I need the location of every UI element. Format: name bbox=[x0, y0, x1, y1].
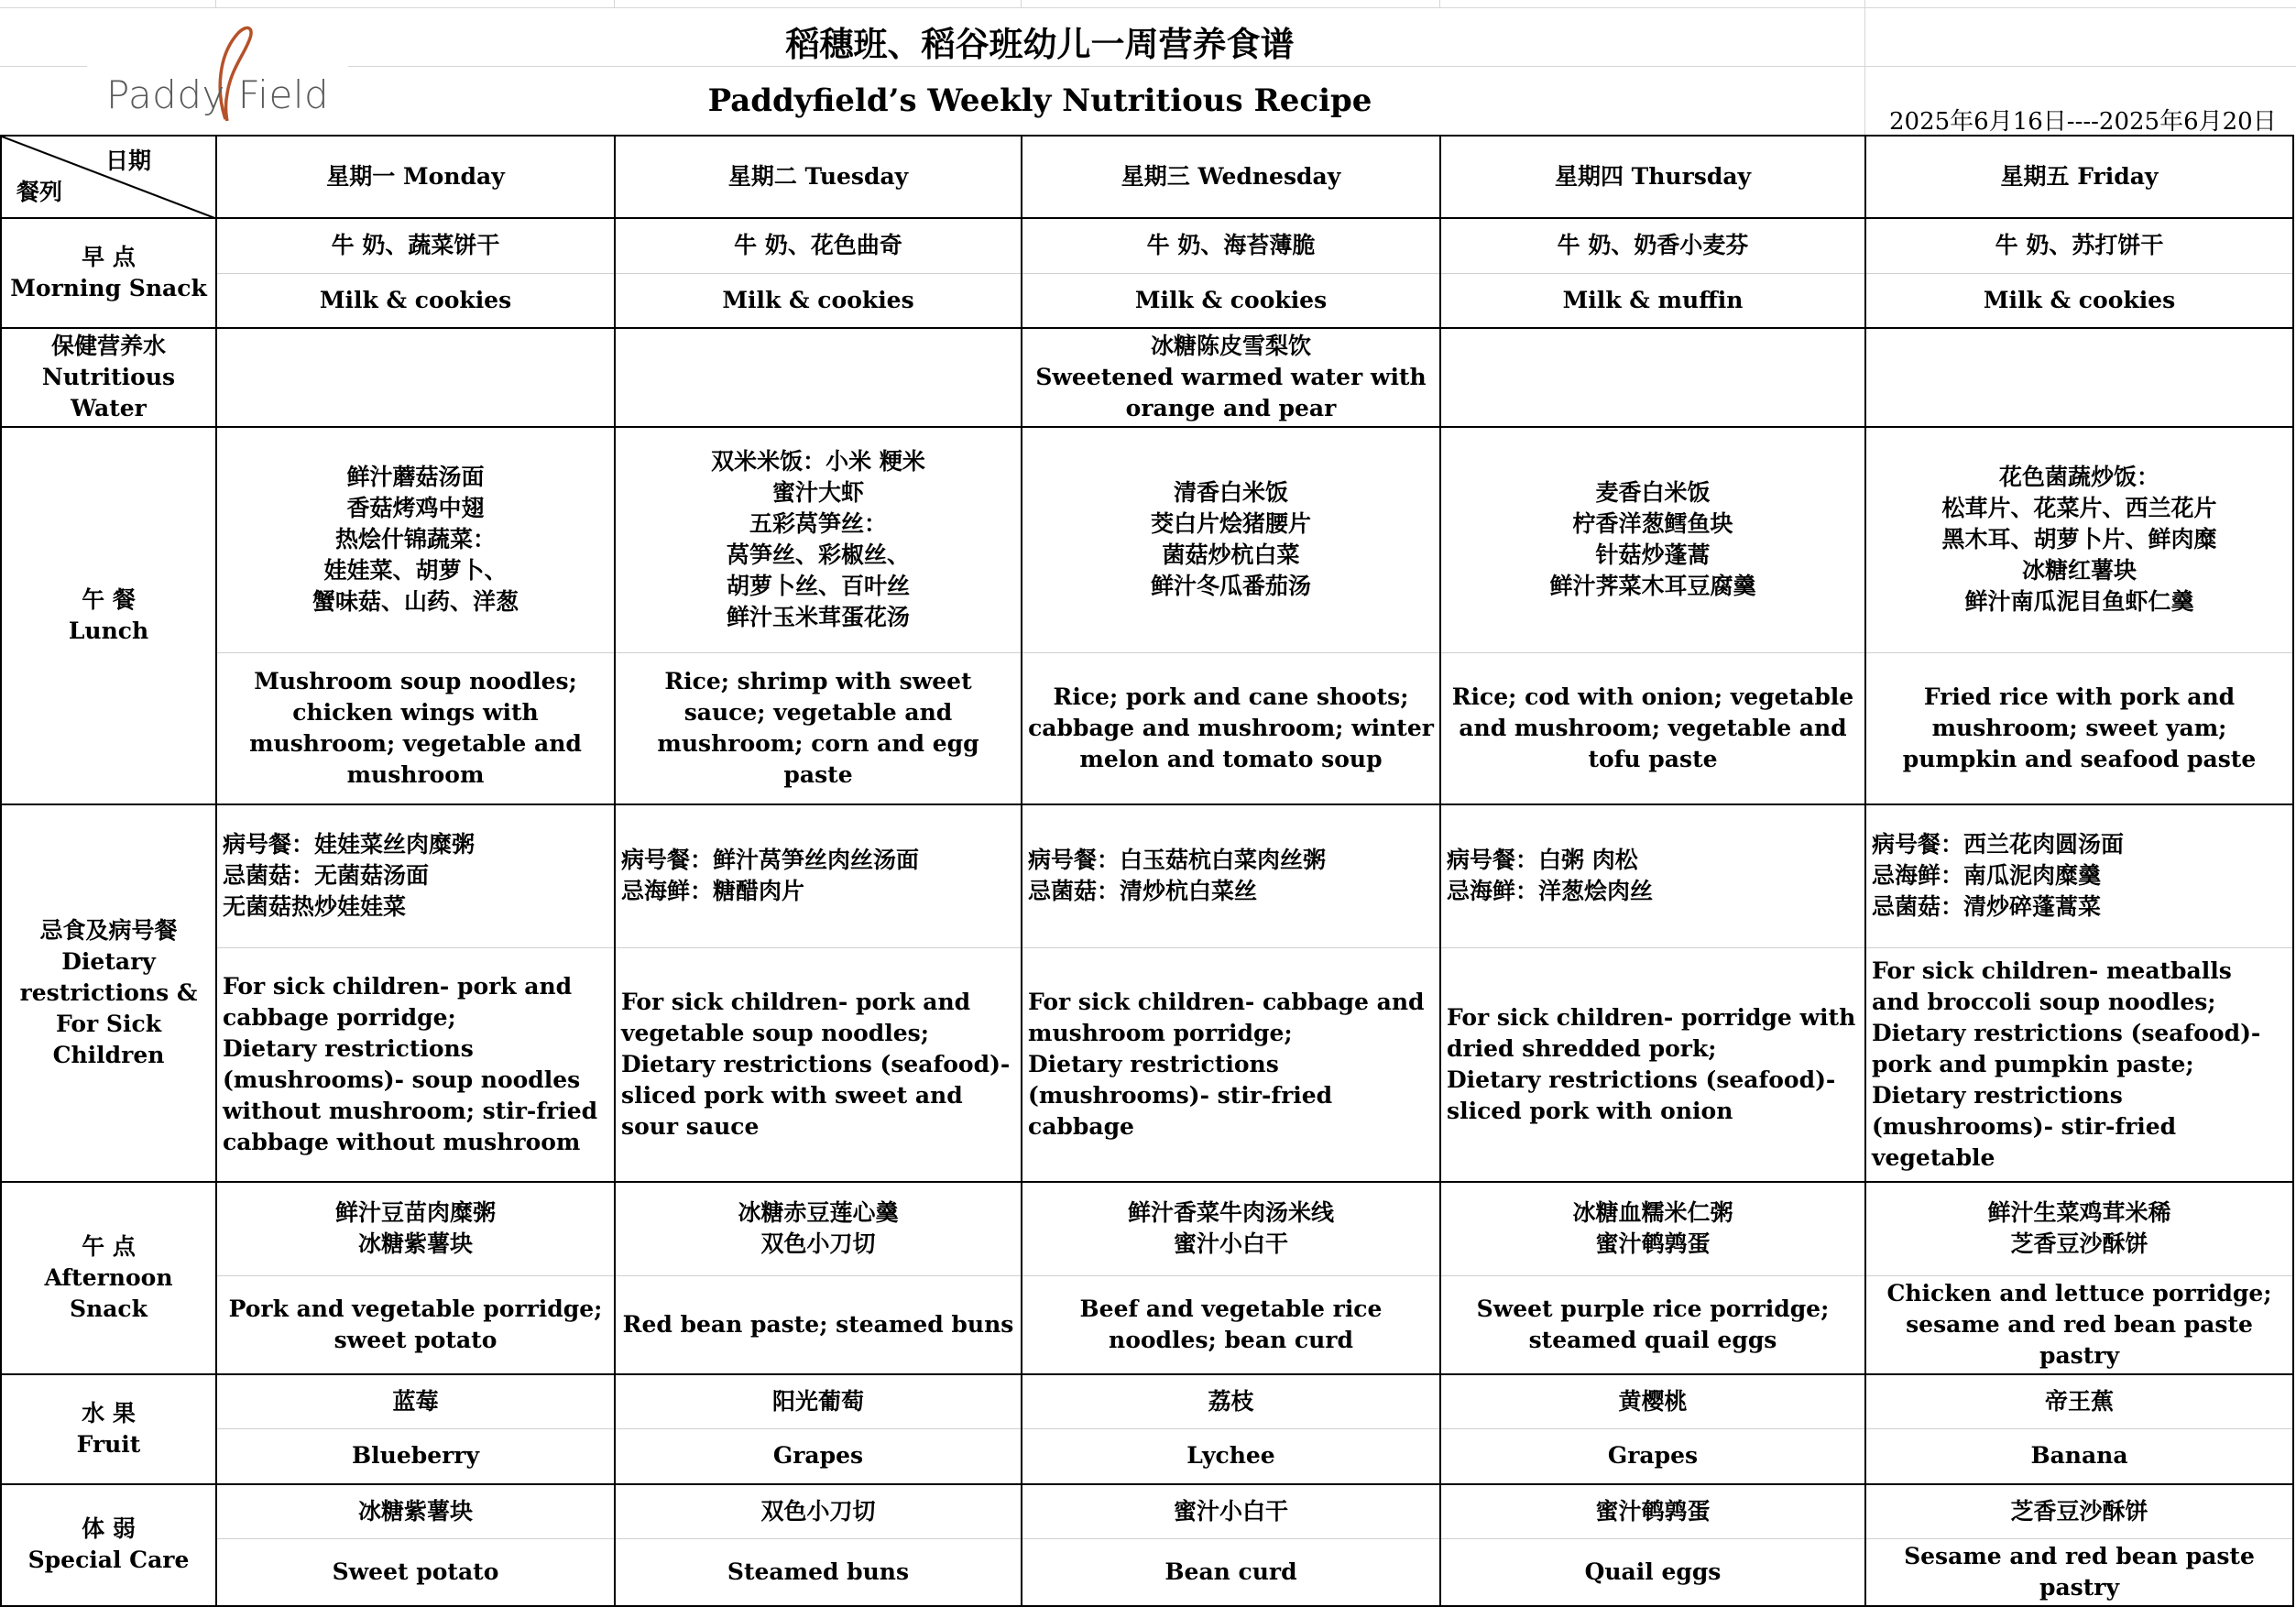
corner-cell bbox=[1, 136, 216, 218]
header-divider bbox=[348, 66, 1865, 67]
menu-cell-cn: 冰糖赤豆莲心羹 双色小刀切 bbox=[615, 1182, 1022, 1275]
page-header bbox=[0, 0, 2296, 135]
menu-cell-cn: 冰糖紫薯块 bbox=[216, 1484, 615, 1539]
menu-cell-cn: 冰糖血糯米仁粥 蜜汁鹌鹑蛋 bbox=[1440, 1182, 1865, 1275]
day-header: 星期五 Friday bbox=[1865, 136, 2293, 218]
table-row bbox=[1, 273, 2293, 328]
menu-cell-cn: 芝香豆沙酥饼 bbox=[1865, 1484, 2293, 1539]
menu-cell-cn: 牛 奶、蔬菜饼干 bbox=[216, 218, 615, 273]
menu-cell-cn: 鲜汁香菜牛肉汤米线 蜜汁小白干 bbox=[1022, 1182, 1440, 1275]
menu-cell-en: Rice; pork and cane shoots; cabbage and mushroom; winter melon and tomato soup bbox=[1022, 652, 1440, 804]
menu-cell-en: Mushroom soup noodles; chicken wings with mushroom; vegetable and mushroom bbox=[216, 652, 615, 804]
table-row bbox=[1, 328, 2293, 427]
row-label-en: Morning Snack bbox=[10, 275, 207, 301]
menu-cell-cn: 鲜汁豆苗肉糜粥 冰糖紫薯块 bbox=[216, 1182, 615, 1275]
row-label-lunch bbox=[1, 427, 216, 804]
table-row bbox=[1, 427, 2293, 652]
menu-cell-cn: 病号餐：白玉菇杭白菜肉丝粥 忌菌菇：清炒杭白菜丝 bbox=[1022, 804, 1440, 947]
row-label-en: Special Care bbox=[27, 1547, 190, 1574]
menu-cell-en: Quail eggs bbox=[1440, 1539, 1865, 1607]
menu-cell-en: Bean curd bbox=[1022, 1539, 1440, 1607]
table-row bbox=[1, 947, 2293, 1182]
row-label-cn: 午 餐 bbox=[82, 586, 136, 613]
day-header: 星期一 Monday bbox=[216, 136, 615, 218]
menu-cell bbox=[1865, 328, 2293, 427]
row-label-fruit bbox=[1, 1374, 216, 1484]
day-header: 星期四 Thursday bbox=[1440, 136, 1865, 218]
menu-cell-cn: 帝王蕉 bbox=[1865, 1374, 2293, 1429]
menu-cell-en: Milk & cookies bbox=[1022, 273, 1440, 328]
menu-cell-cn: 荔枝 bbox=[1022, 1374, 1440, 1429]
menu-cell-en: For sick children- cabbage and mushroom porridge; Dietary restrictions (mushrooms)- stir-fried cabbage bbox=[1022, 947, 1440, 1182]
menu-cell-en: Rice; shrimp with sweet sauce; vegetable and mushroom; corn and egg paste bbox=[615, 652, 1022, 804]
row-label-cn: 体 弱 bbox=[82, 1515, 136, 1543]
row-label-afternoon-snack bbox=[1, 1182, 216, 1374]
row-label-cn: 忌食及病号餐 bbox=[39, 917, 178, 944]
menu-cell-en: For sick children- porridge with dried shredded pork; Dietary restrictions (seafood)- sliced pork with onion bbox=[1440, 947, 1865, 1182]
page-title-en: Paddyfield’s Weekly Nutritious Recipe bbox=[707, 82, 1372, 119]
menu-cell-en: For sick children- pork and cabbage porridge; Dietary restrictions (mushrooms)- soup noodles without mushroom; stir-fried cabbage without mushroom bbox=[216, 947, 615, 1182]
menu-cell-en: Blueberry bbox=[216, 1429, 615, 1484]
menu-cell-en: Sweet purple rice porridge; steamed quail eggs bbox=[1440, 1275, 1865, 1374]
row-label-special-care bbox=[1, 1484, 216, 1607]
menu-cell-en: Red bean paste; steamed buns bbox=[615, 1275, 1022, 1374]
row-label-cn: 水 果 bbox=[82, 1399, 136, 1427]
menu-cell bbox=[1440, 328, 1865, 427]
menu-cell-cn: 双米米饭：小米 粳米 蜜汁大虾 五彩莴笋丝： 莴笋丝、彩椒丝、 胡萝卜丝、百叶丝 鲜汁玉米茸蛋花汤 bbox=[615, 427, 1022, 652]
day-header: 星期三 Wednesday bbox=[1022, 136, 1440, 218]
menu-cell-en: For sick children- meatballs and broccoli soup noodles; Dietary restrictions (seafood)- pork and pumpkin paste; Dietary restrictions (mushrooms)- stir-fried vegetable bbox=[1865, 947, 2293, 1182]
table-row bbox=[1, 652, 2293, 804]
menu-cell-en: Milk & cookies bbox=[216, 273, 615, 328]
row-label-en: Nutritious Water bbox=[41, 364, 176, 421]
weekly-menu-table bbox=[0, 135, 2294, 1607]
menu-cell: 冰糖陈皮雪梨饮 Sweetened warmed water with orange and pear bbox=[1022, 328, 1440, 427]
table-row bbox=[1, 1429, 2293, 1484]
table-row bbox=[1, 1182, 2293, 1275]
menu-cell-en: Milk & cookies bbox=[1865, 273, 2293, 328]
menu-cell bbox=[615, 328, 1022, 427]
menu-cell-cn: 病号餐：鲜汁莴笋丝肉丝汤面 忌海鲜：糖醋肉片 bbox=[615, 804, 1022, 947]
table-row bbox=[1, 1374, 2293, 1429]
row-label-cn: 午 点 bbox=[82, 1232, 136, 1260]
menu-cell-en: Grapes bbox=[615, 1429, 1022, 1484]
menu-cell-cn: 牛 奶、花色曲奇 bbox=[615, 218, 1022, 273]
menu-cell-cn: 麦香白米饭 柠香洋葱鳕鱼块 针菇炒蓬蒿 鲜汁荠菜木耳豆腐羹 bbox=[1440, 427, 1865, 652]
menu-cell-cn: 蓝莓 bbox=[216, 1374, 615, 1429]
menu-cell-cn: 鲜汁生菜鸡茸米稀 芝香豆沙酥饼 bbox=[1865, 1182, 2293, 1275]
menu-cell-en: For sick children- pork and vegetable soup noodles; Dietary restrictions (seafood)- sliced pork with sweet and sour sauce bbox=[615, 947, 1022, 1182]
table-header-row bbox=[1, 136, 2293, 218]
menu-cell-cn: 牛 奶、海苔薄脆 bbox=[1022, 218, 1440, 273]
row-label-en: Afternoon Snack bbox=[44, 1263, 173, 1322]
row-label-en: Dietary restrictions & For Sick Children bbox=[19, 948, 198, 1068]
menu-cell-en: Rice; cod with onion; vegetable and mushroom; vegetable and tofu paste bbox=[1440, 652, 1865, 804]
menu-cell-en: Milk & muffin bbox=[1440, 273, 1865, 328]
menu-cell-cn: 病号餐：娃娃菜丝肉糜粥 忌菌菇：无菌菇汤面 无菌菇热炒娃娃菜 bbox=[216, 804, 615, 947]
menu-cell-cn: 蜜汁小白干 bbox=[1022, 1484, 1440, 1539]
row-label-dietary bbox=[1, 804, 216, 1182]
row-label-nutritious-water bbox=[1, 328, 216, 427]
menu-cell-en: Grapes bbox=[1440, 1429, 1865, 1484]
date-range: 2025年6月16日----2025年6月20日 bbox=[1889, 108, 2277, 136]
table-row bbox=[1, 1484, 2293, 1539]
menu-cell-en: Chicken and lettuce porridge; sesame and red bean paste pastry bbox=[1865, 1275, 2293, 1374]
corner-date-label: 日期 bbox=[104, 148, 151, 174]
menu-cell-cn: 清香白米饭 茭白片烩猪腰片 菌菇炒杭白菜 鲜汁冬瓜番茄汤 bbox=[1022, 427, 1440, 652]
day-header: 星期二 Tuesday bbox=[615, 136, 1022, 218]
menu-cell-cn: 黄樱桃 bbox=[1440, 1374, 1865, 1429]
menu-cell-en: Pork and vegetable porridge; sweet potato bbox=[216, 1275, 615, 1374]
menu-cell bbox=[216, 328, 615, 427]
header-divider bbox=[0, 66, 87, 67]
menu-cell-en: Sesame and red bean paste pastry bbox=[1865, 1539, 2293, 1607]
table-row bbox=[1, 1539, 2293, 1607]
header-divider bbox=[1865, 66, 2296, 67]
menu-cell-en: Fried rice with pork and mushroom; sweet yam; pumpkin and seafood paste bbox=[1865, 652, 2293, 804]
menu-cell-en: Steamed buns bbox=[615, 1539, 1022, 1607]
logo-text: Paddy Field bbox=[106, 72, 330, 117]
page-title-cn: 稻穗班、稻谷班幼儿一周营养食谱 bbox=[785, 24, 1295, 64]
corner-meal-label: 餐列 bbox=[16, 179, 63, 205]
row-label-en: Fruit bbox=[76, 1430, 141, 1458]
menu-cell-en: Banana bbox=[1865, 1429, 2293, 1484]
menu-cell-cn: 双色小刀切 bbox=[615, 1484, 1022, 1539]
row-label-morning-snack bbox=[1, 218, 216, 328]
menu-cell-cn: 花色菌蔬炒饭： 松茸片、花菜片、西兰花片 黑木耳、胡萝卜片、鲜肉糜 冰糖红薯块 鲜汁南瓜泥目鱼虾仁羹 bbox=[1865, 427, 2293, 652]
menu-cell-en: Sweet potato bbox=[216, 1539, 615, 1607]
row-label-en: Lunch bbox=[68, 618, 149, 644]
menu-cell-en: Milk & cookies bbox=[615, 273, 1022, 328]
row-label-cn: 保健营养水 bbox=[50, 333, 166, 359]
menu-cell-cn: 鲜汁蘑菇汤面 香菇烤鸡中翅 热烩什锦蔬菜： 娃娃菜、胡萝卜、 蟹味菇、山药、洋葱 bbox=[216, 427, 615, 652]
menu-cell-cn: 牛 奶、奶香小麦芬 bbox=[1440, 218, 1865, 273]
table-row bbox=[1, 218, 2293, 273]
row-label-cn: 早 点 bbox=[82, 244, 136, 270]
menu-cell-cn: 病号餐：西兰花肉圆汤面 忌海鲜：南瓜泥肉糜羹 忌菌菇：清炒碎蓬蒿菜 bbox=[1865, 804, 2293, 947]
menu-cell-cn: 牛 奶、苏打饼干 bbox=[1865, 218, 2293, 273]
table-row bbox=[1, 804, 2293, 947]
table-row bbox=[1, 1275, 2293, 1374]
menu-cell-cn: 病号餐：白粥 肉松 忌海鲜：洋葱烩肉丝 bbox=[1440, 804, 1865, 947]
menu-cell-en: Beef and vegetable rice noodles; bean curd bbox=[1022, 1275, 1440, 1374]
menu-cell-en: Lychee bbox=[1022, 1429, 1440, 1484]
menu-cell-cn: 蜜汁鹌鹑蛋 bbox=[1440, 1484, 1865, 1539]
menu-cell-cn: 阳光葡萄 bbox=[615, 1374, 1022, 1429]
